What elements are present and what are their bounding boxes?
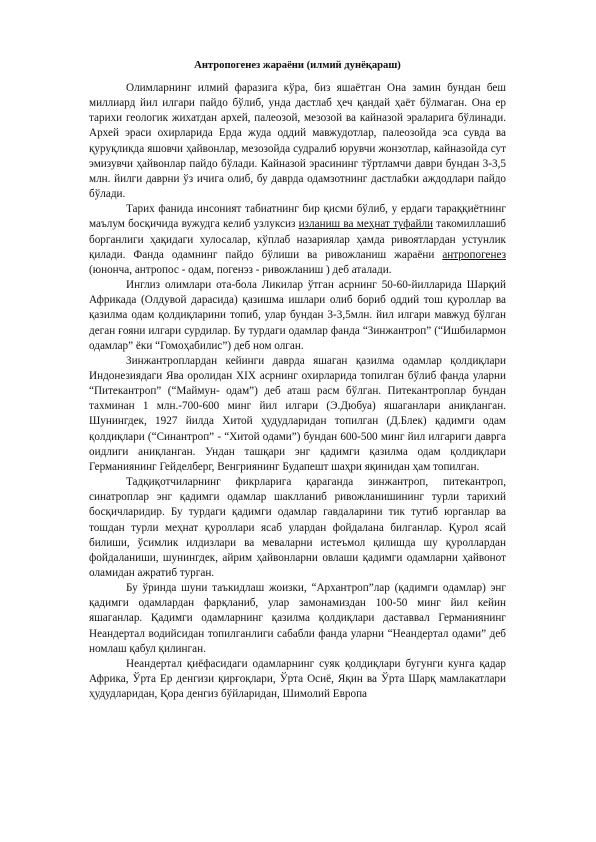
paragraph-6: Бу ўринда шуни таъкидлаш жоизки, “Архантроп”лар (қадимги одамлар) энг қадимги одамлардан фарқланиб, улар замонамиздан 100-50 минг йил кейин яшаганлар. Қадимги одамларнинг қазилма қолдиқлари даставвал Германиянинг Неандертал водийсидан топилганлиги сабабли фанда уларни “Неандертал одами” деб номлаш қабул қилинган. [89, 582, 506, 655]
paragraph-3: Инглиз олимлари ота-бола Ликилар ўтган асрнинг 50-60-йилларида Шарқий Африкада (Олдувой дарасида) қазишма ишлари олиб бориб оддий тош қуроллар ва қазилма одам қолдиқларини топиб, улар бундан 3-3,5млн. йил илгари мавжуд бўлган деган ғояни илгари сурдилар. Бу турдаги одамлар фанда “Зинжантроп” (“Ишбилармон одамлар” ёки “Гомоҳабилис”) деб ном олган. [89, 279, 506, 352]
paragraph-5: Тадқиқотчиларнинг фикрларига қараганда зинжантроп, питекантроп, синатроплар энг қадимги одамлар шаклланиб ривожланишининг турли тарихий босқичларидир. Бу турдаги қадимги одамлар гавдаларини тик тутиб юрганлар ва тошдан турли меҳнат қуроллари ясаб улардан фойдалана билганлар. Қурол ясай билиши, ўсимлик илдизлари ва меваларни истеъмол қилишда шу қуроллардан фойдаланиши, шунингдек, айрим ҳайвонларни овлаши қадимги одамларни ҳайвонот оламидан ажратиб турган. [89, 476, 506, 579]
paragraph-2-text-b: такомиллашиб борганлиги ҳақидаги хулосалар, кўплаб назариялар ҳамда ривоятлардан устунлик қилади. Фанда одамнинг пайдо бўлиши ва ривожланиш жараёни [89, 218, 507, 261]
paragraph-7: Неандертал қиёфасидаги одамларнинг суяк қолдиқлари бугунги кунга қадар Африка, Ўрта Ер денгизи қирғоқлари, Ўрта Осиё, Яқин ва Ўрта Шарқ мамлакатлари ҳудудларидан, Қора денгиз бўйларидан, Шимолий Европа [89, 657, 506, 701]
paragraph-1: Олимларнинг илмий фаразига кўра, биз яшаётган Она замин бундан беш миллиард йил илгари пайдо бўлиб, унда дастлаб ҳеч қандай ҳаёт бўлмаган. Она ер тарихи геологик жихатдан архей, палеозой, мезозой ва кайназой эраларига бўлинади. Архей эраси охирларида Ерда жуда оддий мавжудотлар, палеозойда эса сувда ва қуруқликда яшовчи ҳайвонлар, мезозойда судралиб юрувчи жонзотлар, кайназойда сут эмизувчи ҳайвонлар пайдо бўлади. Кайназой эрасининг тўртламчи даври бундан 3-3,5 млн. йилги даврни ўз ичига олиб, бу даврда одамзотнинг дастлабки аждодлари пайдо бўлади. [89, 82, 506, 201]
document-page [89, 58, 506, 702]
paragraph-2-text-a: Тарих фанида инсоният табиатнинг бир қисми бўлиб, у ердаги тараққиётнинг маълум босқичида вужудга келиб узлуксиз [89, 203, 506, 231]
underlined-phrase: изланиш ва меҳнат туфайли [298, 218, 434, 231]
underlined-term: антропогенез [442, 248, 506, 261]
document-title: Антропогенез жараёни (илмий дунёқараш) [194, 60, 401, 71]
paragraph-4: Зинжантроплардан кейинги даврда яшаган қазилма одамлар қолдиқлари Индонезиядаги Ява оролидан XIX асрнинг охирларида топилган бўлиб фанда уларни “Питекантроп” (“Маймун- одам”) деб аташ расм бўлган. Питекантроплар бундан тахминан 1 млн.-700-600 минг йил илгари (Э.Дюбуа) яшаганлари аниқланган. Шунингдек, 1927 йилда Хитой ҳудудларидан топилган (Д.Блек) қадимги одам қолдиқлари (“Синантроп” - “Хитой одами”) бундан 600-500 минг йил илгариги даврга оидлиги аниқланган. Ундан ташқари энг қадимги қазилма одам қолдиқлари Германиянинг Гейделберг, Венгриянинг Будапешт шаҳри яқинидан ҳам топилган. [89, 354, 506, 473]
paragraph-2-text-c: (юнонча, антропос - одам, погенэз - ривожланиш ) деб аталади. [89, 263, 392, 276]
paragraph-2 [89, 202, 506, 278]
